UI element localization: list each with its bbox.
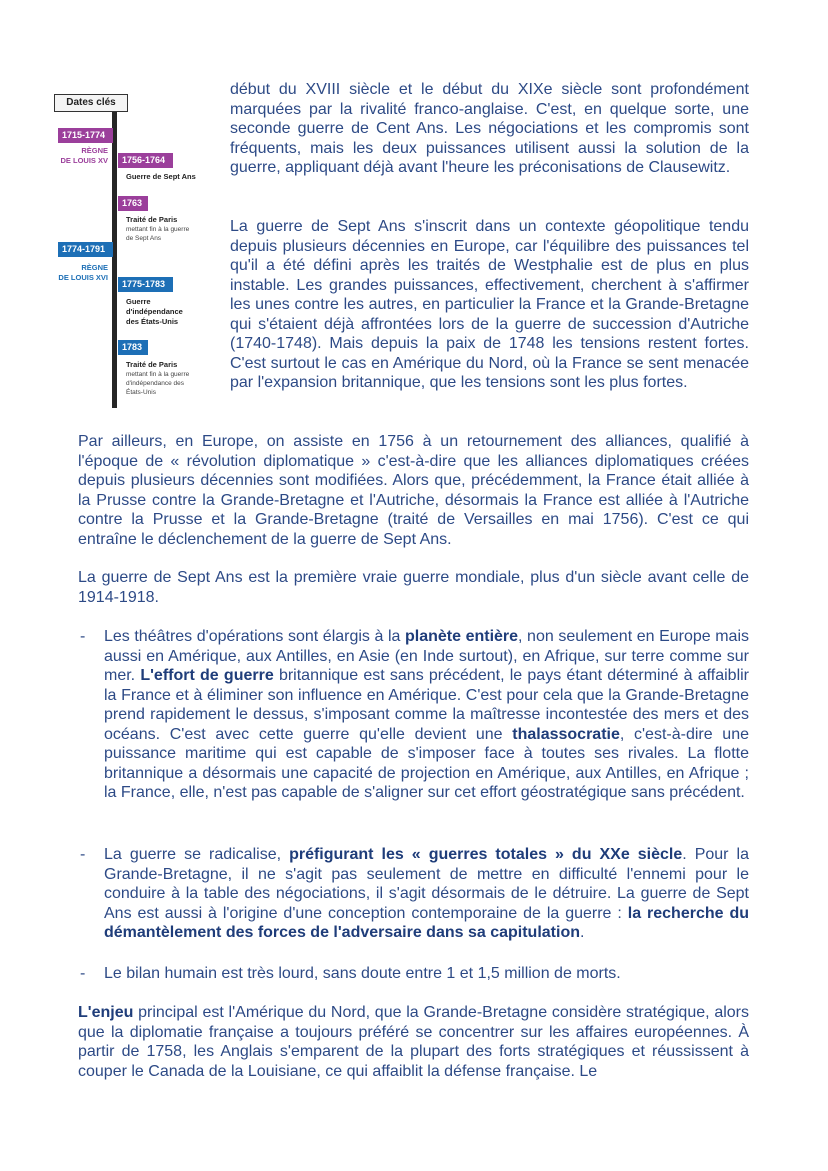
bold-keyword: L'enjeu xyxy=(78,1004,134,1021)
bold-keyword: L'effort de guerre xyxy=(140,667,274,684)
event-treaty-paris-1783-dates: 1783 xyxy=(118,340,148,355)
text-run: . Pour la Grande-Bretagne, il ne s'agit pas seulement de mettre en difficulté l'ennemi pour le conduire à la table des négociations, il s'agit désormais de le détruire. La guerre de Sept Ans est aussi à l'origine d'une conception contemporaine de la guerre : xyxy=(104,846,749,922)
bold-keyword: la recherche du démantèlement des forces de l'adversaire dans sa capitulation xyxy=(104,904,749,941)
text-run: Les théâtres d'opérations sont élargis à la xyxy=(104,628,405,645)
paragraph-geopolitical-context: La guerre de Sept Ans s'inscrit dans un contexte géopolitique tendu depuis plusieurs décennies en Europe, car l'équilibre des puissances tel qu'il a été défini après les traités de Westphalie est de plus en plus instable. Les grandes puissances, effectivement, cherchent à s'affirmer les unes contre les autres, en particulier la France et la Grande-Bretagne qui s'étaient déjà affrontées lors de la guerre de succession d'Autriche (1740-1748). Mais depuis la paix de 1748 les tensions restent fortes. C'est surtout le cas en Amérique du Nord, où la France se sent menacée par l'expansion britannique, que les tensions sont les plus fortes. xyxy=(230,218,749,391)
event-seven-years-war-title: Guerre de Sept Ans xyxy=(126,172,196,181)
bullet-marker: - xyxy=(80,846,86,863)
event-treaty-paris-1763-subtitle: mettant fin à la guerre de Sept Ans xyxy=(126,226,190,242)
reign-louis-xv-dates: 1715-1774 xyxy=(58,128,113,143)
text-run: britannique est sans précédent, le pays étant déterminé à affaiblir la France et à éliminer son influence en Amérique. C'est pour cela que la Grande-Bretagne prend rapidement le dessus, s'imposant comme la maîtresse incontestée des mers et des océans. C'est avec cette guerre qu'elle devient une xyxy=(104,667,750,743)
bullet-marker: - xyxy=(80,965,86,982)
timeline-header: Dates clés xyxy=(54,94,128,112)
bullet-global-theaters xyxy=(104,627,749,803)
text-run: La guerre se radicalise, xyxy=(104,846,290,863)
bullet-total-war xyxy=(104,845,749,943)
text-run: Le bilan humain est très lourd, sans doute entre 1 et 1,5 million de morts. xyxy=(104,965,621,982)
event-treaty-paris-1783-title: Traité de Paris xyxy=(126,360,178,369)
event-treaty-paris-1763-title: Traité de Paris xyxy=(126,215,178,224)
timeline-axis xyxy=(112,112,117,408)
text-run: principal est l'Amérique du Nord, que la Grande-Bretagne considère stratégique, alors que la diplomatie française a toujours préféré se concentrer sur les affaires européennes. À partir de 1758, les Anglais s'emparent de la plupart des forts stratégiques et réussissent à couper le Canada de la Louisiane, ce qui affaiblit la défense française. Le xyxy=(78,1004,749,1080)
text-run: , non seulement en Europe mais aussi en Amérique, aux Antilles, en Asie (en Inde surtout), en Afrique, sur terre comme sur mer. xyxy=(104,628,750,684)
event-treaty-paris-1763-dates: 1763 xyxy=(118,196,148,211)
bold-keyword: planète entière xyxy=(404,628,519,645)
bullet-marker: - xyxy=(80,628,86,645)
paragraph-first-world-war: La guerre de Sept Ans est la première vraie guerre mondiale, plus d'un siècle avant celle de 1914-1918. xyxy=(78,569,749,606)
reign-louis-xv-label: RÈGNE DE LOUIS XV xyxy=(60,146,108,165)
paragraph-north-america-stakes xyxy=(78,1003,749,1081)
event-american-independence-war-dates: 1775-1783 xyxy=(118,277,173,292)
text-run: , c'est-à-dire une puissance maritime qui est capable de s'imposer face à toutes ses rivales. La flotte britannique a désormais une capacité de projection en Amérique, aux Antilles, en Afrique ; la France, elle, n'est pas capable de s'aligner sur cet effort géostratégique sans précédent. xyxy=(104,725,749,801)
bold-keyword: préfigurant les « guerres totales » du XXe siècle xyxy=(289,846,683,863)
event-american-independence-war-title: Guerre d'indépendance des États-Unis xyxy=(126,297,183,326)
paragraph-rivalry-intro: début du XVIII siècle et le début du XIXe siècle sont profondément marquées par la rivalité franco-anglaise. C'est, en quelque sorte, une seconde guerre de Cent Ans. Les négociations et les compromis sont fréquents, mais les deux puissances utilisent aussi la solution de la guerre, appliquant déjà avant l'heure les préconisations de Clausewitz. xyxy=(230,81,749,176)
event-treaty-paris-1783-subtitle: mettant fin à la guerre d'indépendance des États-Unis xyxy=(126,371,190,396)
reign-louis-xvi-label: RÈGNE DE LOUIS XVI xyxy=(58,263,108,282)
reign-louis-xvi-dates: 1774-1791 xyxy=(58,242,113,257)
key-dates-timeline xyxy=(52,90,222,410)
bold-keyword: thalassocratie xyxy=(512,725,620,743)
bullet-human-toll xyxy=(104,964,749,984)
text-run: . xyxy=(579,924,585,941)
paragraph-diplomatic-revolution: Par ailleurs, en Europe, on assiste en 1756 à un retournement des alliances, qualifié à l'époque de « révolution diplomatique » c'est-à-dire que les alliances diplomatiques créées depuis plusieurs décennies sont modifiées. Alors que, précédemment, la France était alliée à la Prusse contre la Grande-Bretagne et l'Autriche, désormais la France est alliée à l'Autriche contre la Prusse et la Grande-Bretagne (traité de Versailles en mai 1756). C'est ce qui entraîne le déclenchement de la guerre de Sept Ans. xyxy=(78,433,749,548)
event-seven-years-war-dates: 1756-1764 xyxy=(118,153,173,168)
